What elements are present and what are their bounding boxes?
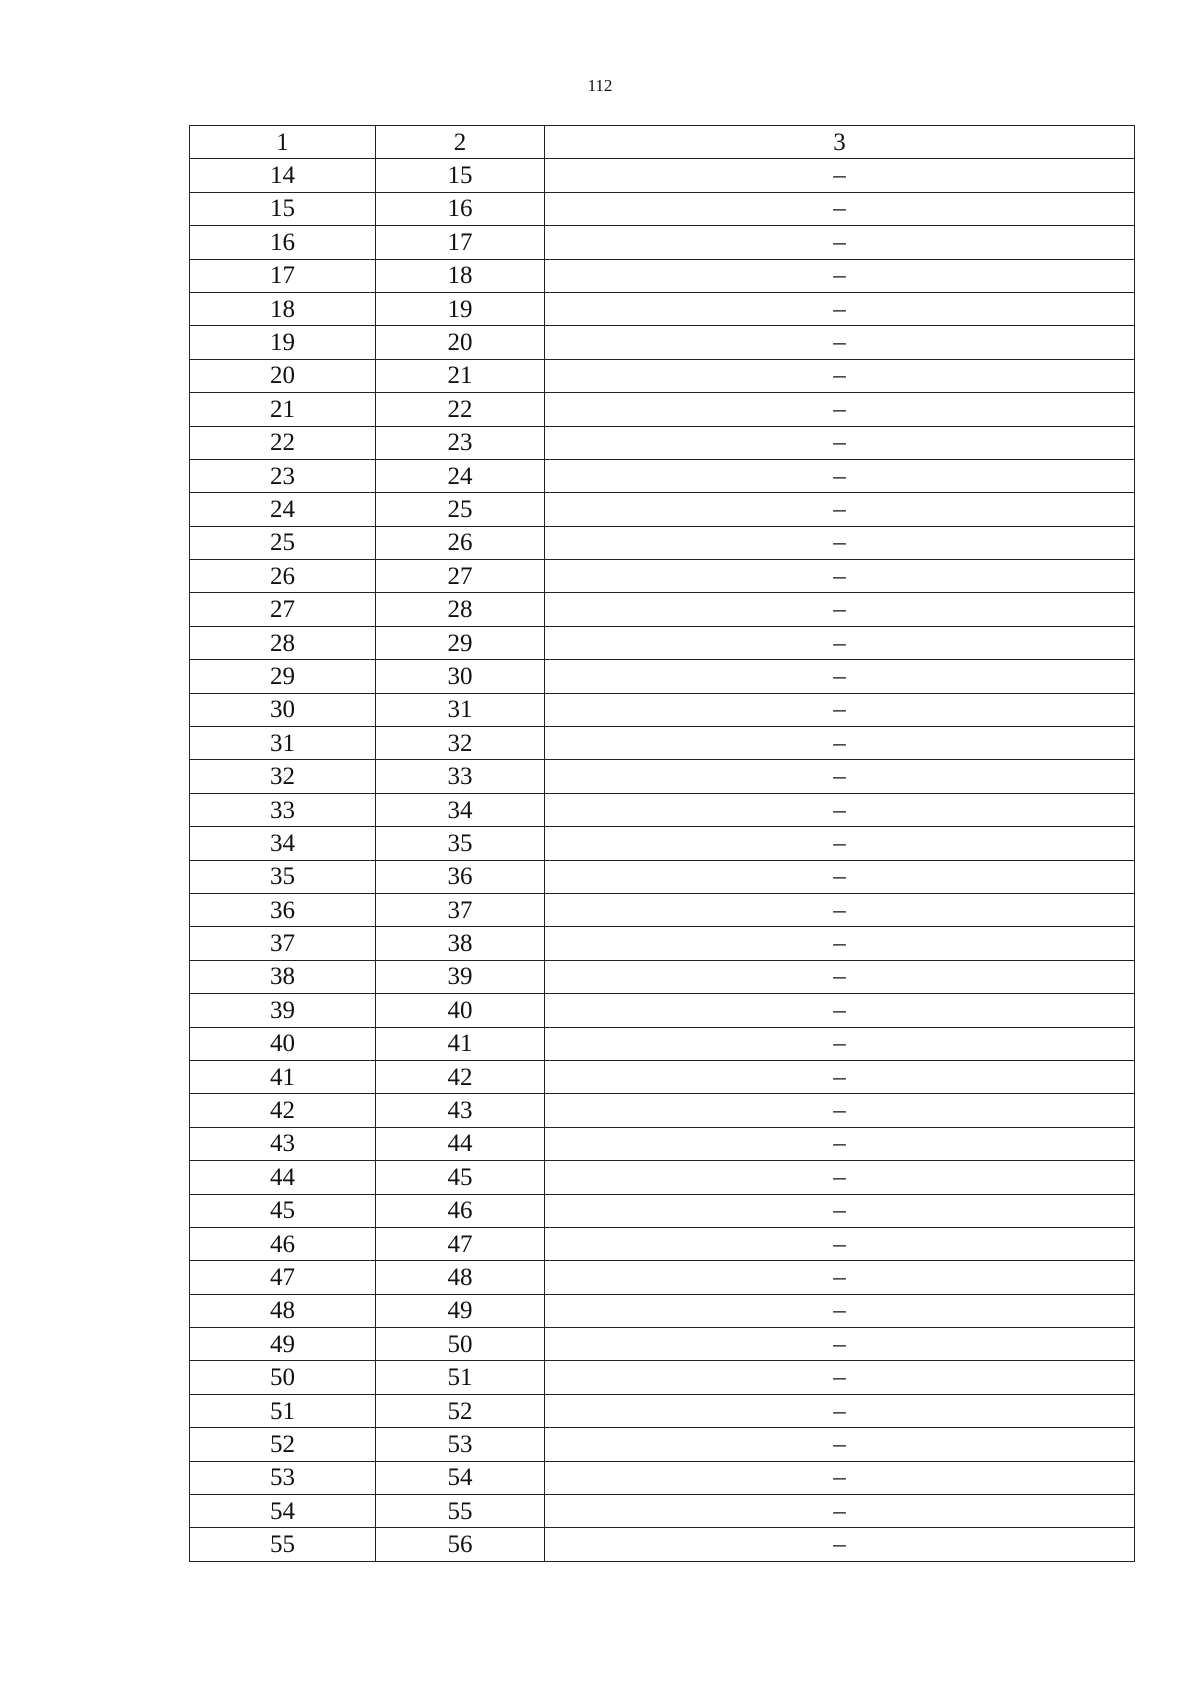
table-cell-col1: 36 [190,893,376,926]
table-cell-col3: – [545,560,1135,593]
table-cell-col3: – [545,459,1135,492]
table-cell-col3: – [545,159,1135,192]
table-cell-col2: 18 [376,259,545,292]
table-cell-col2: 49 [376,1294,545,1327]
page-number: 112 [587,76,613,95]
table-cell-col2: 29 [376,626,545,659]
table-cell-col2: 28 [376,593,545,626]
table-cell-col2: 21 [376,359,545,392]
table-cell-col3: – [545,292,1135,325]
table-cell-col1: 25 [190,526,376,559]
table-cell-col3: – [545,1227,1135,1260]
table-cell-col2: 45 [376,1161,545,1194]
table-row [190,1294,1135,1327]
table-cell-col2: 30 [376,660,545,693]
table-cell-col2: 34 [376,793,545,826]
table-cell-col3: – [545,326,1135,359]
table-cell-col3: – [545,226,1135,259]
table-cell-col1: 23 [190,459,376,492]
table-cell-col1: 18 [190,292,376,325]
table-body [190,126,1135,1562]
table-cell-col2: 27 [376,560,545,593]
table-row [190,793,1135,826]
table-cell-col3: – [545,827,1135,860]
table-cell-col1: 46 [190,1227,376,1260]
table-cell-col2: 55 [376,1495,545,1528]
table-row [190,192,1135,225]
table-cell-col1: 37 [190,927,376,960]
table-cell-col1: 15 [190,192,376,225]
table-cell-col2: 16 [376,192,545,225]
table-row [190,1094,1135,1127]
table-cell-col1: 41 [190,1060,376,1093]
table-cell-col3: – [545,893,1135,926]
table-row [190,493,1135,526]
table-cell-col3: – [545,1461,1135,1494]
table-cell-col3: – [545,860,1135,893]
table-cell-col3: – [545,359,1135,392]
table-row [190,827,1135,860]
table-cell-col3: – [545,192,1135,225]
table-cell-col1: 34 [190,827,376,860]
table-row [190,893,1135,926]
table-row [190,994,1135,1027]
table-cell-col1: 14 [190,159,376,192]
table-cell-col3: – [545,1361,1135,1394]
table-cell-col1: 22 [190,426,376,459]
table-cell-col2: 53 [376,1428,545,1461]
table-cell-col2: 46 [376,1194,545,1227]
table-cell-col3: – [545,1328,1135,1361]
header-cell-col1: 1 [190,126,376,159]
table-cell-col3: – [545,1261,1135,1294]
table-cell-col1: 49 [190,1328,376,1361]
table-cell-col3: – [545,526,1135,559]
table-cell-col2: 54 [376,1461,545,1494]
table-cell-col3: – [545,1428,1135,1461]
table-cell-col1: 53 [190,1461,376,1494]
table-cell-col3: – [545,626,1135,659]
table-cell-col2: 47 [376,1227,545,1260]
table-row [190,1127,1135,1160]
table-cell-col1: 16 [190,226,376,259]
table-cell-col1: 31 [190,727,376,760]
table-row [190,526,1135,559]
table-cell-col1: 38 [190,960,376,993]
table-row [190,1261,1135,1294]
table-cell-col3: – [545,994,1135,1027]
table-header-row [190,126,1135,159]
table-row [190,226,1135,259]
table-cell-col2: 48 [376,1261,545,1294]
table-row [190,326,1135,359]
table-row [190,393,1135,426]
table-row [190,560,1135,593]
table-cell-col2: 35 [376,827,545,860]
table-cell-col1: 43 [190,1127,376,1160]
table-cell-col1: 47 [190,1261,376,1294]
table-cell-col2: 36 [376,860,545,893]
table-row [190,1495,1135,1528]
table-cell-col2: 22 [376,393,545,426]
table-cell-col3: – [545,960,1135,993]
table-cell-col2: 25 [376,493,545,526]
table-row [190,860,1135,893]
table-cell-col1: 28 [190,626,376,659]
table-row [190,760,1135,793]
table-cell-col2: 43 [376,1094,545,1127]
table-cell-col1: 33 [190,793,376,826]
table-row [190,1161,1135,1194]
table-cell-col2: 23 [376,426,545,459]
table-cell-col2: 31 [376,693,545,726]
table-cell-col2: 20 [376,326,545,359]
table-cell-col1: 55 [190,1528,376,1561]
table-cell-col1: 51 [190,1394,376,1427]
table-cell-col3: – [545,259,1135,292]
table-cell-col1: 50 [190,1361,376,1394]
table-cell-col3: – [545,1161,1135,1194]
table-cell-col2: 39 [376,960,545,993]
table-row [190,292,1135,325]
table-cell-col1: 21 [190,393,376,426]
table-cell-col2: 56 [376,1528,545,1561]
table-cell-col2: 51 [376,1361,545,1394]
table-cell-col2: 32 [376,727,545,760]
table-row [190,1227,1135,1260]
header-cell-col2: 2 [376,126,545,159]
table-row [190,593,1135,626]
table-cell-col1: 52 [190,1428,376,1461]
table-row [190,459,1135,492]
table-cell-col2: 40 [376,994,545,1027]
table-row [190,426,1135,459]
table-row [190,259,1135,292]
table-row [190,1194,1135,1227]
table-cell-col3: – [545,426,1135,459]
data-table [189,125,1135,1562]
table-row [190,693,1135,726]
table-cell-col1: 26 [190,560,376,593]
table-cell-col3: – [545,1127,1135,1160]
table-cell-col1: 32 [190,760,376,793]
table-cell-col2: 37 [376,893,545,926]
table-cell-col1: 35 [190,860,376,893]
table-cell-col3: – [545,1495,1135,1528]
table-cell-col3: – [545,493,1135,526]
table-cell-col3: – [545,1060,1135,1093]
table-row [190,1328,1135,1361]
table-cell-col2: 42 [376,1060,545,1093]
table-cell-col2: 19 [376,292,545,325]
table-cell-col2: 52 [376,1394,545,1427]
table-cell-col1: 30 [190,693,376,726]
table-row [190,159,1135,192]
table-cell-col2: 50 [376,1328,545,1361]
table-cell-col2: 17 [376,226,545,259]
table-cell-col3: – [545,660,1135,693]
table-cell-col3: – [545,760,1135,793]
table-cell-col1: 54 [190,1495,376,1528]
table-row [190,1361,1135,1394]
table-cell-col3: – [545,1294,1135,1327]
table-cell-col2: 41 [376,1027,545,1060]
table-cell-col1: 42 [190,1094,376,1127]
table-cell-col2: 24 [376,459,545,492]
table-cell-col1: 48 [190,1294,376,1327]
table-cell-col2: 38 [376,927,545,960]
table-cell-col3: – [545,1194,1135,1227]
table-row [190,1060,1135,1093]
table-cell-col1: 19 [190,326,376,359]
table-row [190,626,1135,659]
table-cell-col1: 39 [190,994,376,1027]
table-cell-col1: 44 [190,1161,376,1194]
table-cell-col3: – [545,393,1135,426]
table-cell-col3: – [545,593,1135,626]
table-cell-col1: 27 [190,593,376,626]
table-cell-col3: – [545,1528,1135,1561]
table-cell-col3: – [545,693,1135,726]
table-row [190,1027,1135,1060]
table-row [190,927,1135,960]
table-cell-col1: 29 [190,660,376,693]
table-row [190,1528,1135,1561]
table-cell-col3: – [545,1094,1135,1127]
table-row [190,1461,1135,1494]
table-cell-col2: 15 [376,159,545,192]
table-row [190,660,1135,693]
table-row [190,1394,1135,1427]
table-cell-col1: 20 [190,359,376,392]
table-row [190,960,1135,993]
table-row [190,1428,1135,1461]
table-cell-col2: 44 [376,1127,545,1160]
table-cell-col1: 45 [190,1194,376,1227]
table-row [190,359,1135,392]
table-cell-col2: 26 [376,526,545,559]
table-cell-col3: – [545,1394,1135,1427]
table-cell-col3: – [545,727,1135,760]
table-cell-col3: – [545,927,1135,960]
table-cell-col2: 33 [376,760,545,793]
table-cell-col1: 24 [190,493,376,526]
table-row [190,727,1135,760]
table-cell-col3: – [545,793,1135,826]
table-cell-col3: – [545,1027,1135,1060]
table-cell-col1: 17 [190,259,376,292]
header-cell-col3: 3 [545,126,1135,159]
table-cell-col1: 40 [190,1027,376,1060]
